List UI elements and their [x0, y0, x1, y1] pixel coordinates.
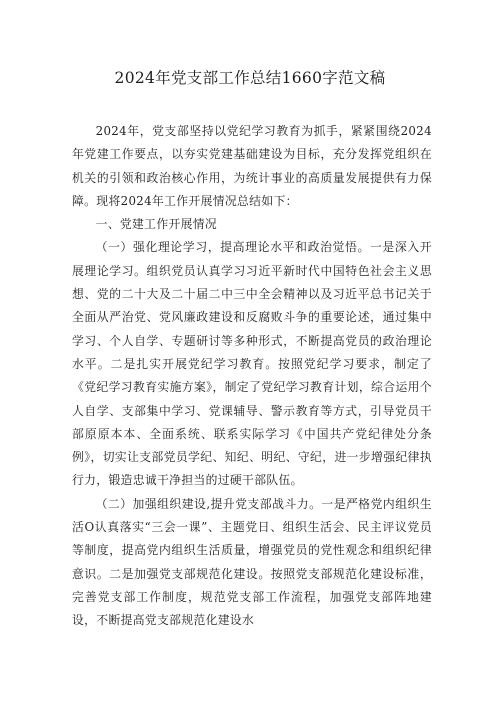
body-paragraph-1: （一）强化理论学习，提高理论水平和政治觉悟。一是深入开展理论学习。组织党员认真学习习近平新时代中国特色社会主义思想、党的二十大及二十届二中三中全会精神以及习近平总书记关于全面从严治党、党风廉政建设和反腐败斗争的重要论述，通过集中学习、个人自学、专题研讨等多种形式，不断提高党员的政治理论水平。二是扎实开展党纪学习教育。按照党纪学习要求，制定了《党纪学习教育实施方案》，制定了党纪学习教育计划，综合运用个人自学、支部集中学习、党课辅导、警示教育等方式，引导党员干部原原本本、全面系统、联系实际学习《中国共产党纪律处分条例》，切实让支部党员学纪、知纪、明纪、守纪，进一步增强纪律执行力，锻造忠诚干净担当的过硬干部队伍。 [72, 240, 432, 488]
document-title: 2024年党支部工作总结1660字范文稿 [114, 69, 386, 87]
intro-paragraph: 2024年，党支部坚持以党纪学习教育为抓手，紧紧围绕2024年党建工作要点，以夯实党建基础建设为目标，充分发挥党组织在机关的引领和政治核心作用，为统计事业的高质量发展提供有力保障。现将2024年工作开展情况总结如下： [72, 124, 432, 208]
document-body [72, 120, 432, 633]
section-heading: 一、党建工作开展情况 [95, 217, 218, 232]
body-paragraph-2: （二）加强组织建设,提升党支部战斗力。一是严格党内组织生活O认真落实“三会一课”、主题党日、组织生活会、民主评议党员等制度，提高党内组织生活质量，增强党员的党性观念和组织纪律意识。二是加强党支部规范化建设。按照党支部规范化建设标准，完善党支部工作制度，规范党支部工作流程，加强党支部阵地建设，不断提高党支部规范化建设水 [72, 496, 432, 628]
